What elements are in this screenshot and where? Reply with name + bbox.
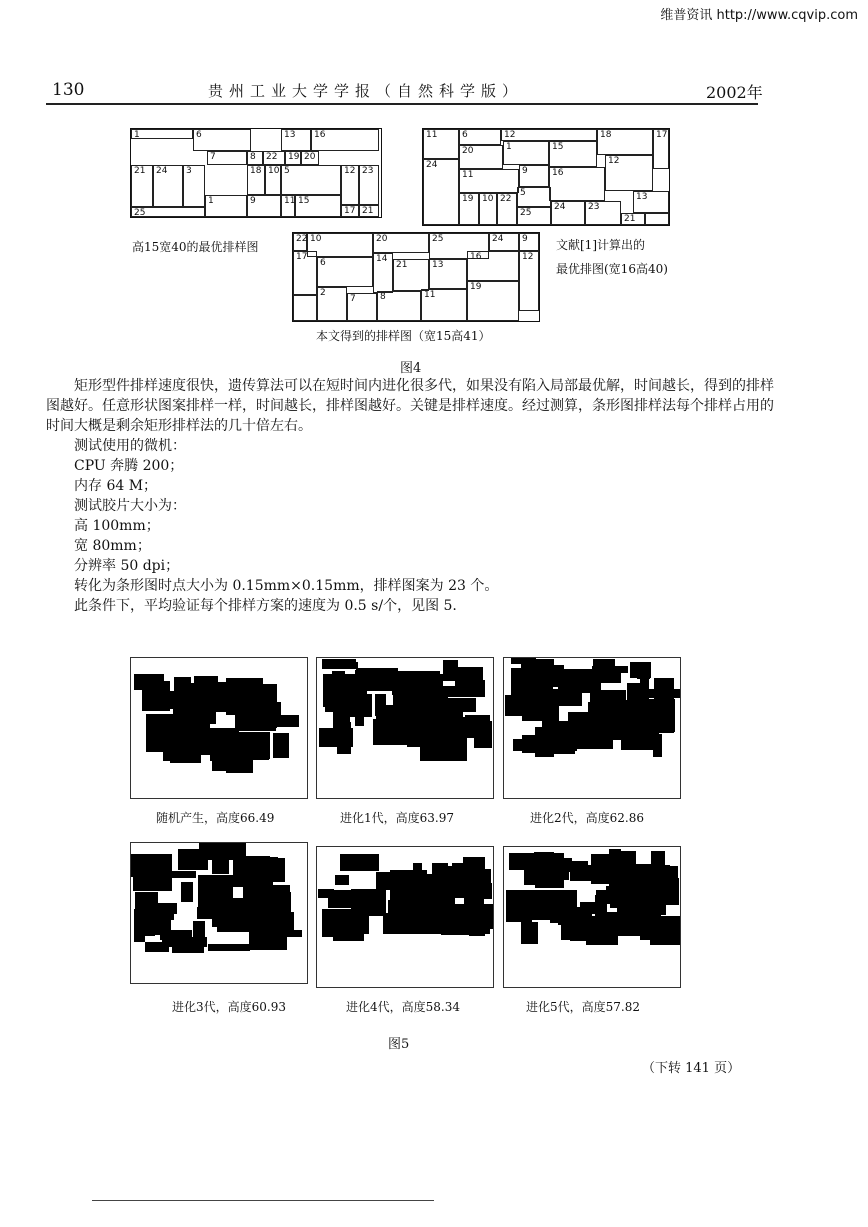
layout-diagram-a [130, 128, 382, 218]
nesting-shape [535, 727, 554, 757]
layout-piece: 11 [423, 129, 459, 159]
nesting-shape [166, 871, 197, 878]
image-caption-gen5: 进化5代，高度57.82 [526, 1000, 640, 1014]
layout-piece: 9 [519, 165, 549, 187]
layout-piece: 25 [429, 233, 489, 259]
layout-piece: 12 [519, 251, 539, 311]
layout-piece: 12 [501, 129, 597, 141]
text-line-8: 转化为条形图时点大小为 0.15mm×0.15mm，排样图案为 23 个。 [74, 578, 499, 594]
text-line-2: CPU 奔腾 200； [74, 458, 184, 474]
nesting-shape [212, 763, 244, 771]
layout-c-caption: 本文得到的排样图（宽15高41） [316, 329, 491, 343]
layout-a-caption: 高15宽40的最优排样图 [132, 240, 259, 254]
layout-piece: 6 [459, 129, 501, 145]
layout-piece: 21 [621, 213, 645, 225]
nesting-shape [443, 667, 483, 681]
layout-piece: 6 [193, 129, 251, 151]
layout-piece: 18 [247, 165, 265, 195]
layout-piece: 16 [549, 167, 605, 201]
layout-piece: 25 [517, 207, 551, 225]
nesting-shape [619, 897, 666, 915]
layout-piece: 24 [551, 201, 585, 225]
layout-piece: 17 [653, 129, 669, 169]
layout-piece: 22 [497, 193, 517, 225]
image-caption-random: 随机产生，高度66.49 [156, 811, 275, 825]
nesting-shape [173, 698, 216, 724]
layout-piece: 12 [605, 155, 653, 191]
layout-piece [293, 295, 317, 321]
nesting-shape [449, 708, 463, 727]
nesting-shape [332, 924, 357, 930]
text-line-1: 测试使用的微机： [74, 438, 186, 454]
page-number: 130 [52, 80, 85, 100]
layout-piece: 1 [205, 195, 247, 217]
nesting-shape [506, 890, 554, 920]
layout-piece: 20 [301, 151, 319, 165]
layout-piece: 15 [295, 195, 341, 217]
layout-piece: 13 [429, 259, 467, 289]
layout-piece: 17 [293, 251, 317, 295]
nesting-shape [235, 747, 269, 760]
nesting-shape [162, 937, 207, 947]
layout-b-caption-line1: 文献[1]计算出的 [556, 238, 645, 252]
layout-piece: 23 [585, 201, 621, 225]
nesting-shape [553, 742, 576, 754]
figure4-label: 图4 [400, 361, 422, 376]
header-rule [46, 103, 758, 105]
nesting-image-gen4 [316, 846, 494, 988]
continued-note: （下转 141 页） [642, 1061, 741, 1076]
layout-piece: 6 [317, 257, 373, 287]
nesting-shape [355, 716, 364, 726]
nesting-shape [212, 910, 248, 928]
layout-piece: 24 [423, 159, 459, 225]
nesting-shape [511, 668, 539, 697]
layout-piece: 1 [503, 141, 549, 165]
nesting-shape [650, 916, 680, 945]
nesting-image-gen3 [130, 842, 308, 984]
nesting-shape [142, 681, 170, 711]
nesting-image-random [130, 657, 308, 799]
layout-piece: 24 [153, 165, 183, 207]
layout-piece: 16 [311, 129, 379, 151]
body-text [46, 376, 786, 616]
nesting-shape [137, 911, 156, 935]
layout-piece: 19 [459, 193, 479, 225]
text-line-5: 高 100mm； [74, 518, 160, 534]
layout-piece: 7 [347, 293, 377, 321]
layout-piece: 3 [183, 165, 205, 207]
nesting-shape [612, 864, 655, 884]
layout-piece: 5 [281, 165, 341, 195]
layout-diagram-b [422, 128, 670, 226]
nesting-image-gen2 [503, 657, 681, 799]
layout-piece: 21 [359, 205, 379, 217]
nesting-shape [465, 715, 490, 738]
nesting-shape [522, 735, 535, 753]
nesting-shape [174, 677, 191, 693]
footer-rule [92, 1200, 434, 1201]
layout-piece: 13 [633, 191, 669, 213]
layout-piece: 5 [517, 187, 551, 207]
nesting-shape [595, 895, 605, 928]
nesting-shape [199, 843, 245, 860]
layout-piece: 21 [131, 165, 153, 207]
nesting-shape [181, 882, 193, 902]
layout-piece: 20 [373, 233, 429, 253]
layout-piece: 24 [489, 233, 519, 251]
nesting-shape [464, 891, 475, 905]
layout-piece [645, 213, 669, 225]
layout-piece: 10 [307, 233, 373, 257]
nesting-image-gen5 [503, 846, 681, 988]
nesting-shape [355, 670, 377, 690]
layout-piece: 8 [377, 291, 421, 321]
layout-piece: 22 [263, 151, 285, 165]
text-line-4: 测试胶片大小为： [74, 498, 186, 514]
layout-piece: 22 [293, 233, 307, 251]
layout-piece: 2 [317, 287, 347, 321]
layout-piece: 25 [131, 207, 205, 217]
nesting-shape [332, 662, 358, 670]
nesting-shape [475, 883, 492, 899]
layout-piece: 10 [265, 165, 281, 195]
text-line-6: 宽 80mm； [74, 538, 151, 554]
nesting-shape [640, 671, 649, 702]
nesting-shape [233, 859, 253, 887]
nesting-shape [588, 721, 602, 730]
layout-piece: 9 [519, 233, 539, 251]
nesting-shape [469, 923, 485, 936]
layout-piece: 10 [479, 193, 497, 225]
nesting-shape [521, 922, 538, 944]
nesting-shape [593, 659, 615, 671]
paragraph-1: 矩形型件排样速度很快，遗传算法可以在短时间内进化很多代，如果没有陷入局部最优解，时间越长，得到的排样图越好。任意形状图案排样一样，时间越长，排样图越好。关键是排样速度。经过测算，条形图排样法每个排样占用的时间大概是剩余矩形排样法的几十倍左右。 [46, 378, 774, 434]
nesting-shape [410, 905, 439, 926]
layout-piece: 11 [281, 195, 295, 217]
text-line-9: 此条件下，平均验证每个排样方案的速度为 0.5 s/个，见图 5. [74, 598, 457, 614]
nesting-shape [335, 694, 372, 717]
nesting-shape [212, 860, 229, 874]
layout-piece: 9 [247, 195, 281, 217]
layout-diagram-c [292, 232, 540, 322]
nesting-shape [631, 722, 659, 730]
layout-piece: 16 [467, 251, 519, 281]
image-caption-gen3: 进化3代，高度60.93 [172, 1000, 286, 1014]
layout-piece: 15 [549, 141, 597, 167]
nesting-shape [390, 870, 427, 899]
image-caption-gen1: 进化1代，高度63.97 [340, 811, 454, 825]
nesting-shape [158, 735, 203, 752]
layout-piece: 19 [285, 151, 301, 165]
layout-piece: 12 [341, 165, 359, 205]
layout-piece: 11 [459, 169, 519, 193]
nesting-shape [653, 882, 668, 895]
image-caption-gen4: 进化4代，高度58.34 [346, 1000, 460, 1014]
layout-piece: 21 [393, 259, 429, 291]
nesting-shape [425, 674, 443, 687]
nesting-shape [340, 854, 380, 871]
nesting-shape [335, 875, 349, 885]
nesting-shape [328, 890, 361, 909]
publication-year: 2002年 [706, 83, 763, 102]
nesting-shape [529, 858, 572, 865]
nesting-shape [235, 700, 275, 731]
layout-piece: 8 [247, 151, 263, 165]
nesting-shape [373, 719, 399, 745]
nesting-shape [531, 862, 569, 880]
layout-piece: 7 [207, 151, 247, 165]
layout-piece: 11 [421, 289, 467, 321]
watermark: 维普资讯 http://www.cqvip.com [660, 8, 858, 23]
nesting-shape [198, 875, 233, 907]
layout-piece: 20 [459, 145, 503, 169]
text-line-7: 分辨率 50 dpi； [74, 558, 180, 574]
nesting-shape [561, 907, 591, 940]
layout-piece: 23 [359, 165, 379, 205]
nesting-shape [337, 722, 351, 755]
text-line-3: 内存 64 M； [74, 478, 158, 494]
layout-piece: 17 [341, 205, 359, 217]
layout-piece: 14 [373, 253, 393, 293]
nesting-shape [208, 944, 249, 952]
layout-piece: 1 [131, 129, 193, 139]
layout-piece: 18 [597, 129, 653, 155]
nesting-shape [273, 733, 289, 758]
image-caption-gen2: 进化2代，高度62.86 [530, 811, 644, 825]
layout-piece: 19 [467, 281, 519, 321]
nesting-shape [252, 912, 294, 936]
layout-piece: 13 [281, 129, 311, 151]
layout-b-caption-line2: 最优排图(宽16高40) [556, 262, 668, 276]
journal-title: 贵州工业大学学报（自然科学版） [208, 82, 524, 100]
figure5-label: 图5 [388, 1037, 410, 1052]
nesting-image-gen1 [316, 657, 494, 799]
